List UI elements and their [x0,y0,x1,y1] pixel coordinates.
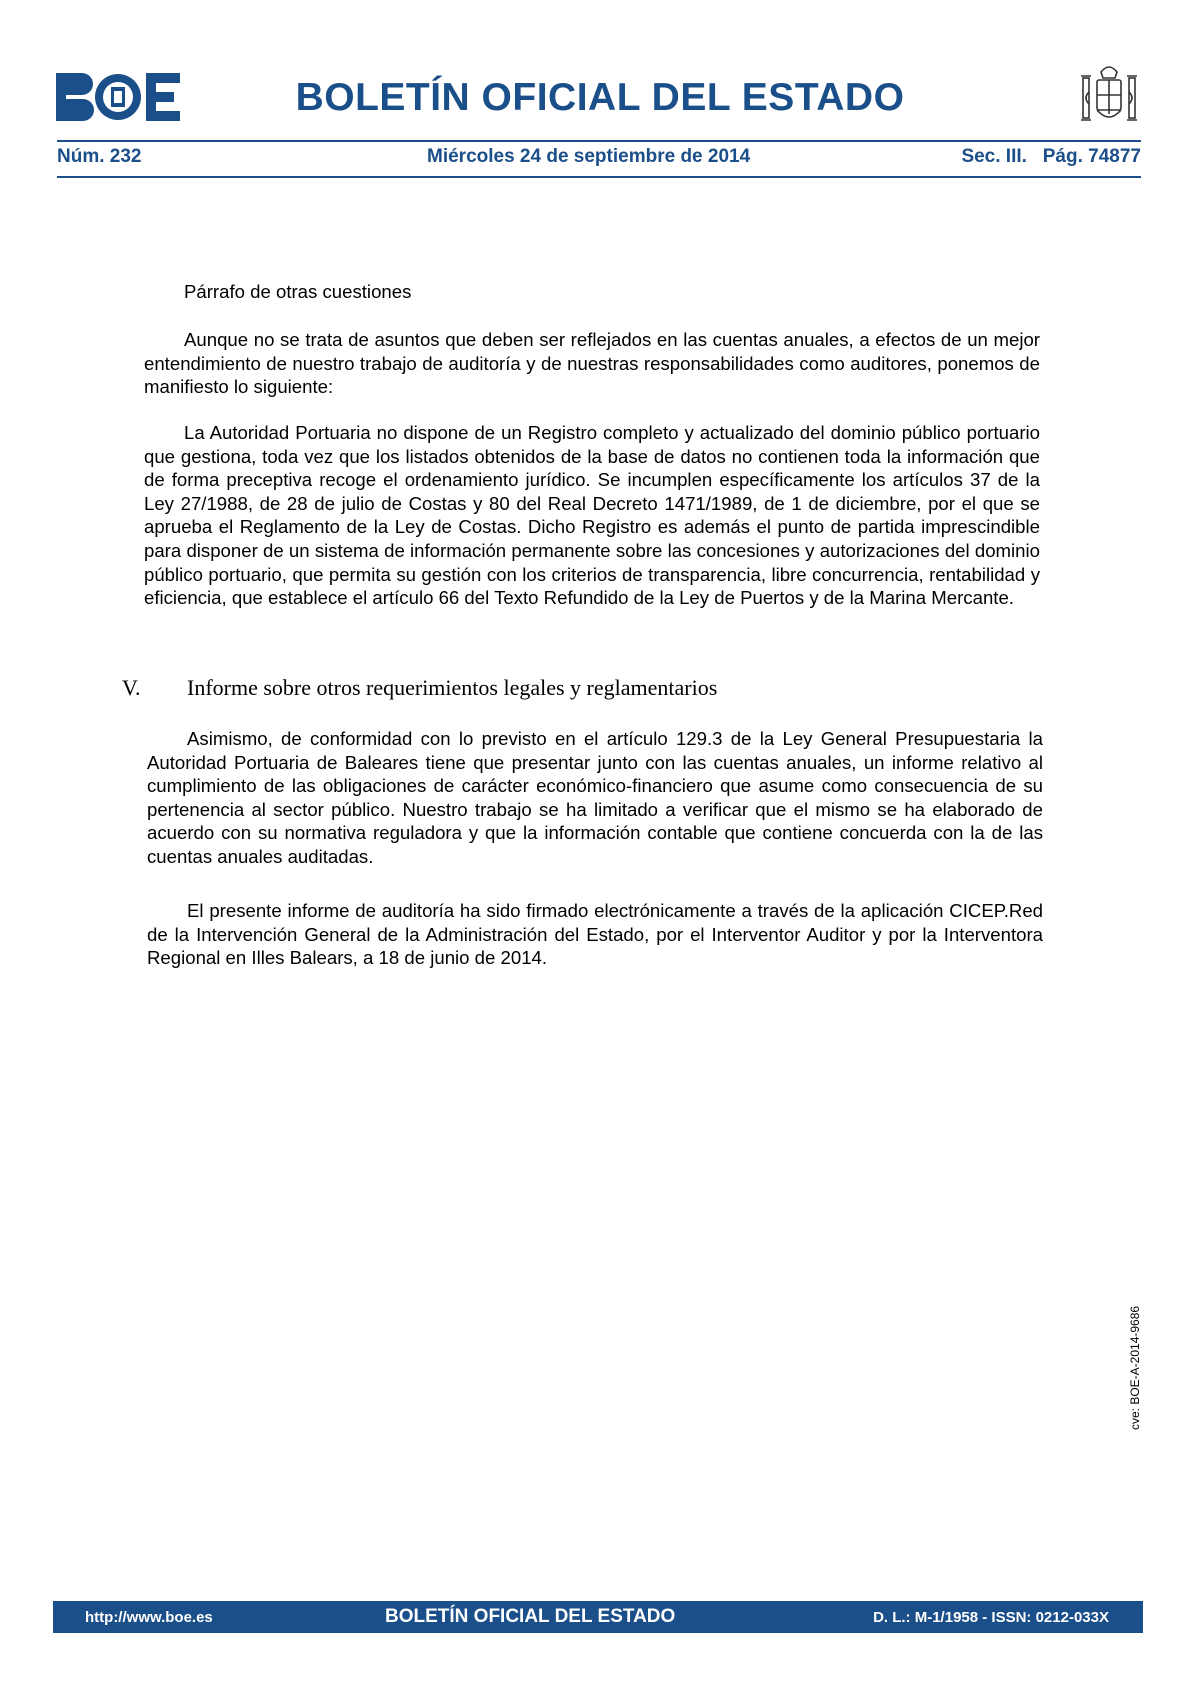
paragraph-3: Asimismo, de conformidad con lo previsto en el artículo 129.3 de la Ley General Presupuestaria la Autoridad Portuaria de Baleares tiene que presentar junto con las cuentas anuales, un informe relativo al cumplimiento de las obligaciones de carácter económico-financiero que asume como consecuencia de su pertenencia al sector público. Nuestro trabajo se ha limitado a verificar que el mismo se ha elaborado de acuerdo con su normativa reguladora y que la información contable que contiene concuerda con la de las cuentas anuales auditadas. [147,728,1043,867]
section-number: V. [122,675,141,700]
section-title: Informe sobre otros requerimientos legales y reglamentarios [187,675,718,700]
section-heading [122,675,1042,701]
page-title: BOLETÍN OFICIAL DEL ESTADO [295,76,905,119]
subheading: Párrafo de otras cuestiones [184,281,412,302]
boe-logo-icon [56,73,180,121]
footer-url[interactable]: http://www.boe.es [85,1609,213,1626]
paragraph-2: La Autoridad Portuaria no dispone de un Registro completo y actualizado del dominio público portuario que gestiona, toda vez que los listados obtenidos de la base de datos no contienen toda la información que de forma preceptiva recoge el ordenamiento jurídico. Se incumplen específicamente los artículos 37 de la Ley 27/1988, de 28 de julio de Costas y 80 del Real Decreto 1471/1989, de 1 de diciembre, por el que se aprueba el Reglamento de la Ley de Costas. Dicho Registro es además el punto de partida imprescindible para disponer de un sistema de información permanente sobre las concesiones y autorizaciones del dominio público portuario, que permita su gestión con los criterios de transparencia, libre concurrencia, rentabilidad y eficiencia, que establece el artículo 66 del Texto Refundido de la Ley de Puertos y de la Marina Mercante. [144,422,1040,609]
footer-legal: D. L.: M-1/1958 - ISSN: 0212-033X [873,1609,1109,1626]
issue-number: Núm. 232 [57,146,142,167]
coat-of-arms-icon [1077,62,1141,128]
footer-title: BOLETÍN OFICIAL DEL ESTADO [385,1606,676,1627]
paragraph-4: El presente informe de auditoría ha sido firmado electrónicamente a través de la aplicación CICEP.Red de la Intervención General de la Administración del Estado, por el Interventor Auditor y por la Interventora Regional en Illes Balears, a 18 de junio de 2014. [147,900,1043,969]
header-rule-top [57,140,1141,142]
header-rule-bottom [57,176,1141,178]
section-page: Sec. III. Pág. 74877 [961,146,1141,167]
paragraph-1: Aunque no se trata de asuntos que deben ser reflejados en las cuentas anuales, a efectos de un mejor entendimiento de nuestro trabajo de auditoría y de nuestras responsabilidades como auditores, ponemos de manifiesto lo siguiente: [144,329,1040,398]
footer-bar [53,1601,1143,1633]
cve-code: cve: BOE-A-2014-9686 [1128,1305,1142,1430]
issue-date: Miércoles 24 de septiembre de 2014 [427,146,751,167]
